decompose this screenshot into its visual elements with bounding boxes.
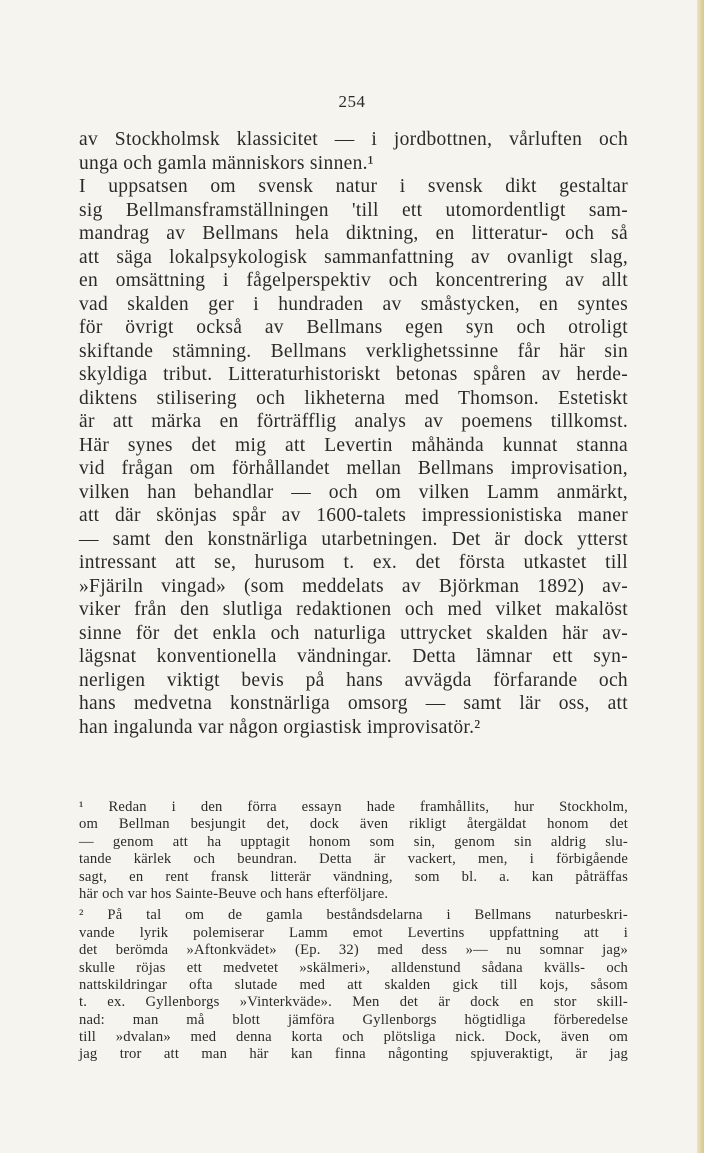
- footnote-2: [79, 907, 628, 1064]
- footnote-line: — genom att ha upptagit honom som sin, genom sin aldrig slu-: [79, 833, 628, 850]
- body-line: vilken han behandlar — och om vilken Lamm anmärkt,: [79, 481, 628, 503]
- body-line: vad skalden ger i hundraden av småstycken, en syntes: [79, 293, 628, 315]
- body-line: sinne för det enkla och naturliga uttrycket skalden här av-: [79, 622, 628, 644]
- body-line: vid frågan om förhållandet mellan Bellmans improvisation,: [79, 458, 628, 479]
- body-line: mandrag av Bellmans hela diktning, en litteratur- och så: [79, 223, 628, 244]
- body-line: unga och gamla människors sinnen.¹: [79, 152, 374, 174]
- body-line: en omsättning i fågelperspektiv och koncentrering av allt: [79, 270, 628, 291]
- body-line: intressant att se, hurusom t. ex. det första utkastet till: [79, 552, 628, 573]
- body-line: att säga lokalpsykologisk sammanfattning av ovanligt slag,: [79, 246, 628, 268]
- body-line: är att märka en förträfflig analys av poemens tillkomst.: [79, 411, 628, 432]
- body-line: lägsnat konventionella vändningar. Detta lämnar ett syn-: [79, 646, 628, 667]
- body-line: nerligen viktigt bevis på hans avvägda förfarande och: [79, 669, 628, 691]
- body-line: att där skönjas spår av 1600-talets impressionistiska maner: [79, 505, 628, 526]
- footnote-line: ² På tal om de gamla beståndsdelarna i Bellmans naturbeskri-: [79, 907, 628, 924]
- body-line: diktens stilisering och likheterna med Thomson. Estetiskt: [79, 387, 628, 409]
- body-line: hans medvetna konstnärliga omsorg — samt lär oss, att: [79, 693, 628, 714]
- footnote-line: skulle röjas ett medvetet »skälmeri», alldenstund sådana kvälls- och: [79, 959, 628, 976]
- body-line: viker från den slutliga redaktionen och med vilket makalöst: [79, 599, 628, 620]
- body-line: I uppsatsen om svensk natur i svensk dikt gestaltar: [79, 176, 628, 197]
- page-number: 254: [338, 92, 366, 111]
- footnote-line: det berömda »Aftonkvädet» (Ep. 32) med dess »— nu somnar jag»: [79, 942, 628, 959]
- footnote-line: vande lyrik polemiserar Lamm emot Levertins uppfattning att i: [79, 924, 628, 941]
- body-line: av Stockholmsk klassicitet — i jordbottnen, vårluften och: [79, 129, 628, 150]
- body-line: Här synes det mig att Levertin måhända kunnat stanna: [79, 434, 628, 456]
- body-line: han ingalunda var någon orgiastisk improvisatör.²: [79, 716, 481, 738]
- body-line: — samt den konstnärliga utarbetningen. Det är dock ytterst: [79, 528, 628, 550]
- footnotes: [79, 799, 628, 1064]
- footnote-line: nattskildringar ofta slutade med att skalden gick till kojs, såsom: [79, 976, 628, 993]
- body-line: för övrigt också av Bellmans egen syn och otroligt: [79, 317, 628, 338]
- footnote-line: jag tror att man här kan finna någonting spjuveraktigt, är jag: [79, 1046, 628, 1063]
- footnote-line: nad: man må blott jämföra Gyllenborgs högtidliga förberedelse: [79, 1011, 628, 1028]
- body-text: [79, 128, 628, 739]
- footnote-line: till »dvalan» med denna korta och plötsliga nick. Dock, även om: [79, 1029, 628, 1046]
- footnote-line: t. ex. Gyllenborgs »Vinterkväde». Men det är dock en stor skill-: [79, 994, 628, 1011]
- footnote-line: sagt, en rent fransk litterär vändning, som bl. a. kan påträffas: [79, 868, 628, 885]
- footnote-line: tande kärlek och beundran. Detta är vackert, men, i förbigående: [79, 851, 628, 868]
- footnote-line: om Bellman besjungit det, dock även rikligt återgäldat honom det: [79, 816, 628, 833]
- page-edge: [697, 0, 704, 1153]
- body-line: skyldiga tribut. Litteraturhistoriskt betonas spåren av herde-: [79, 364, 628, 385]
- footnote-1: [79, 799, 628, 903]
- body-line: skiftande stämning. Bellmans verklighetssinne får här sin: [79, 340, 628, 362]
- body-line: sig Bellmansframställningen 'till ett utomordentligt sam-: [79, 199, 628, 221]
- footnote-line: här och var hos Sainte-Beuve och hans efterföljare.: [79, 885, 389, 902]
- footnote-line: ¹ Redan i den förra essayn hade framhållits, hur Stockholm,: [79, 799, 628, 815]
- body-line: »Fjäriln vingad» (som meddelats av Björkman 1892) av-: [79, 575, 628, 597]
